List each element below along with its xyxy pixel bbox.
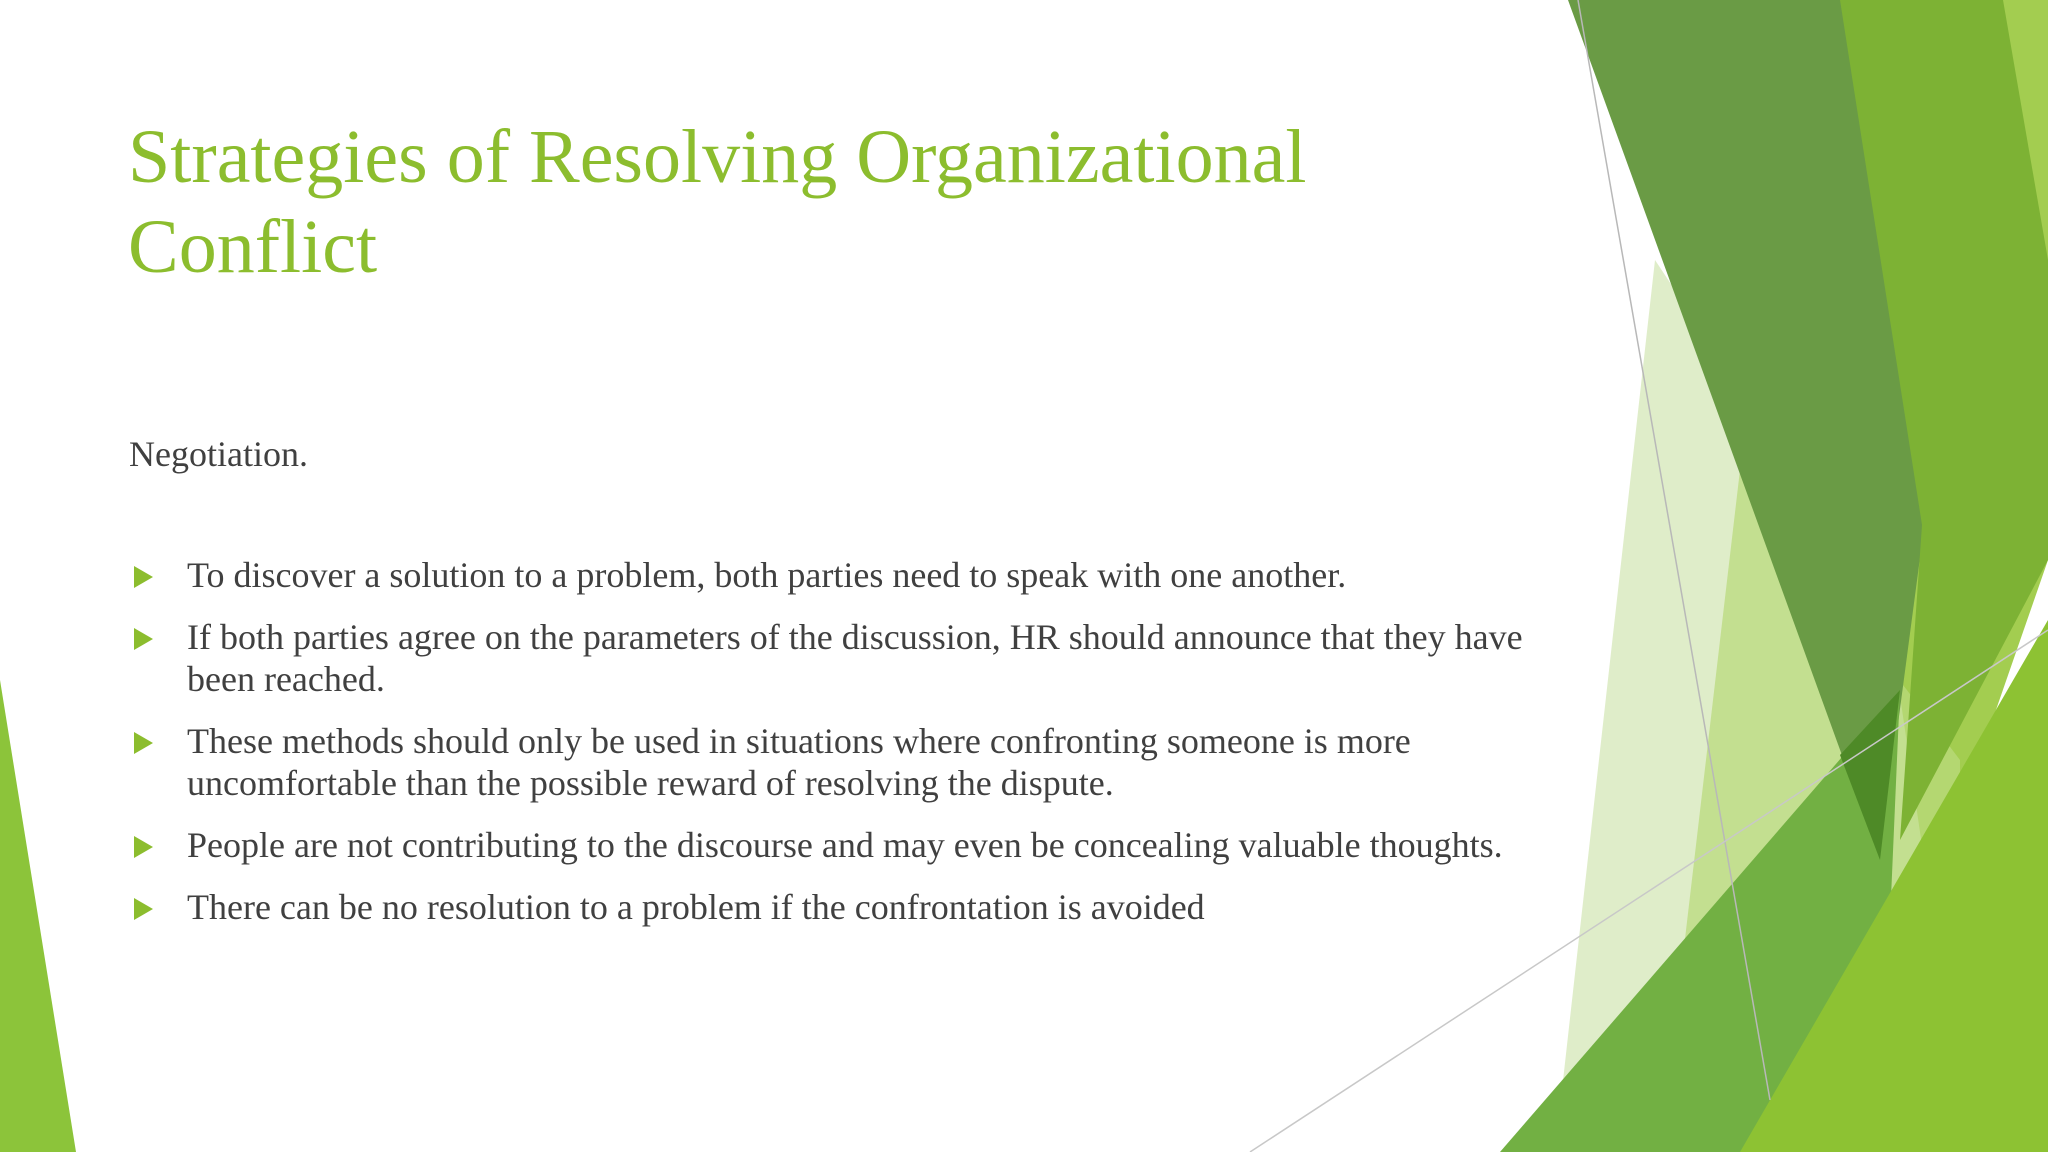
bullet-text: To discover a solution to a problem, both parties need to speak with one another.: [187, 555, 1347, 595]
triangle-right-icon: [134, 566, 153, 588]
left-edge-shape: [0, 680, 76, 1152]
triangle-right-icon: [134, 836, 153, 858]
bullet-item: [128, 886, 1558, 928]
bullet-item: [128, 554, 1558, 596]
slide-title: Strategies of Resolving Organizational Conflict: [128, 115, 1307, 289]
bullet-text: People are not contributing to the discourse and may even be concealing valuable thoughts.: [187, 825, 1503, 865]
slide-subtitle: Negotiation.: [129, 434, 308, 474]
bullet-item: [128, 616, 1558, 700]
triangle-right-icon: [134, 898, 153, 920]
bullet-text: These methods should only be used in situations where confronting someone is more uncomfortable than the possible reward of resolving the dispute.: [187, 721, 1411, 803]
bullet-list: [128, 554, 1558, 948]
bullet-item: [128, 720, 1558, 804]
triangle-right-icon: [134, 628, 153, 650]
bullet-text: There can be no resolution to a problem if the confrontation is avoided: [187, 887, 1205, 927]
bullet-text: If both parties agree on the parameters of the discussion, HR should announce that they have been reached.: [187, 617, 1523, 699]
triangle-right-icon: [134, 732, 153, 754]
bullet-item: [128, 824, 1558, 866]
